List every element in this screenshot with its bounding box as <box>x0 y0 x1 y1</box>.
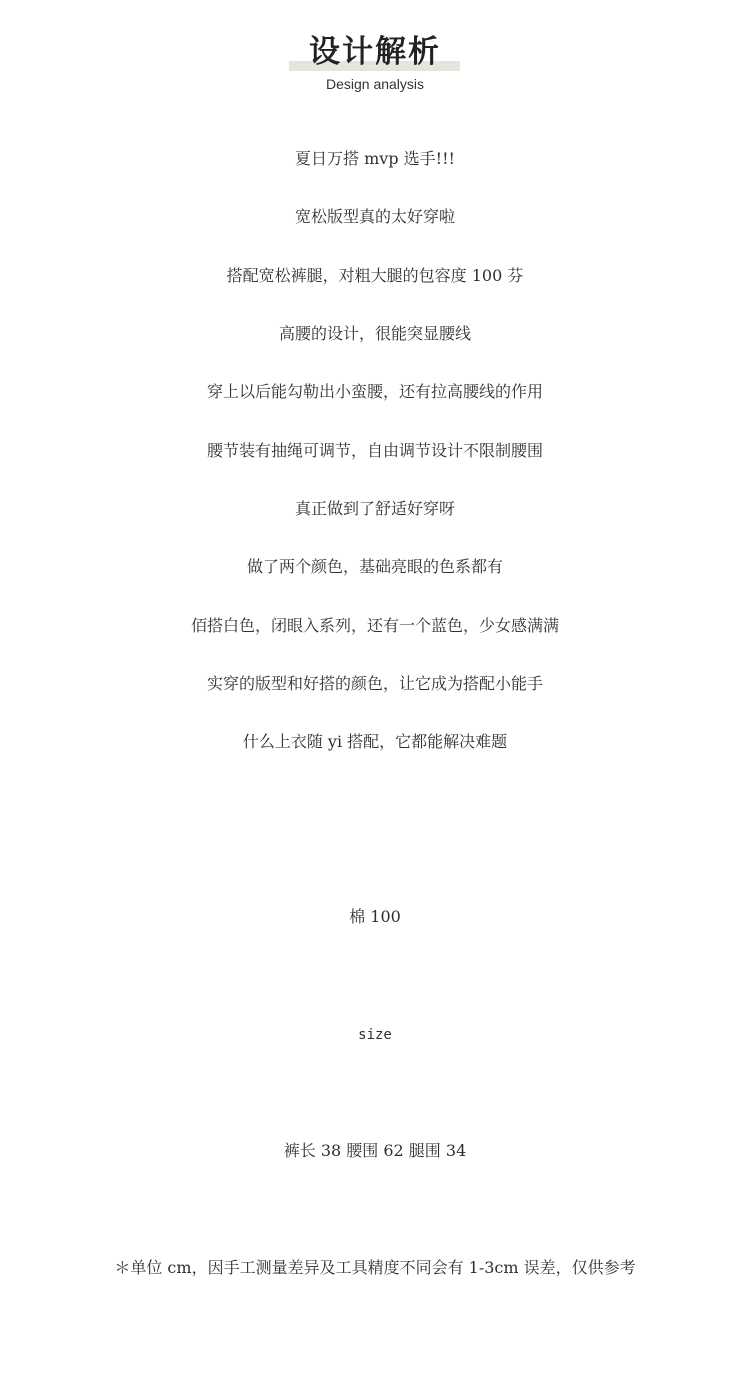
description-line: 夏日万搭 mvp 选手!!! <box>295 149 455 168</box>
description-line: 穿上以后能勾勒出小蛮腰，还有拉高腰线的作用 <box>206 382 543 401</box>
fabric-composition: 棉 100 <box>349 907 401 926</box>
description-line: 真正做到了舒适好穿呀 <box>294 499 455 518</box>
section-subtitle: Design analysis <box>325 76 425 92</box>
description-line: 腰节装有抽绳可调节，自由调节设计不限制腰围 <box>206 441 543 460</box>
description-line: 宽松版型真的太好穿啦 <box>294 207 455 226</box>
section-title: 设计解析 <box>309 34 441 70</box>
description-line: 做了两个颜色，基础亮眼的色系都有 <box>246 557 503 576</box>
description-line: 佰搭白色，闭眼入系列，还有一个蓝色，少女感满满 <box>190 616 559 635</box>
description-line: 高腰的设计，很能突显腰线 <box>278 324 471 343</box>
size-heading: size <box>358 1027 392 1043</box>
measurement-note: ＊单位 cm，因手工测量差异及工具精度不同会有 1-3cm 误差，仅供参考 <box>114 1258 636 1277</box>
section-header <box>0 30 750 100</box>
size-measurements: 裤长 38 腰围 62 腿围 34 <box>283 1141 467 1160</box>
description-line: 什么上衣随 yi 搭配，它都能解决难题 <box>242 732 508 751</box>
description-line: 搭配宽松裤腿，对粗大腿的包容度 100 芬 <box>226 266 524 285</box>
description-line: 实穿的版型和好搭的颜色，让它成为搭配小能手 <box>206 674 543 693</box>
